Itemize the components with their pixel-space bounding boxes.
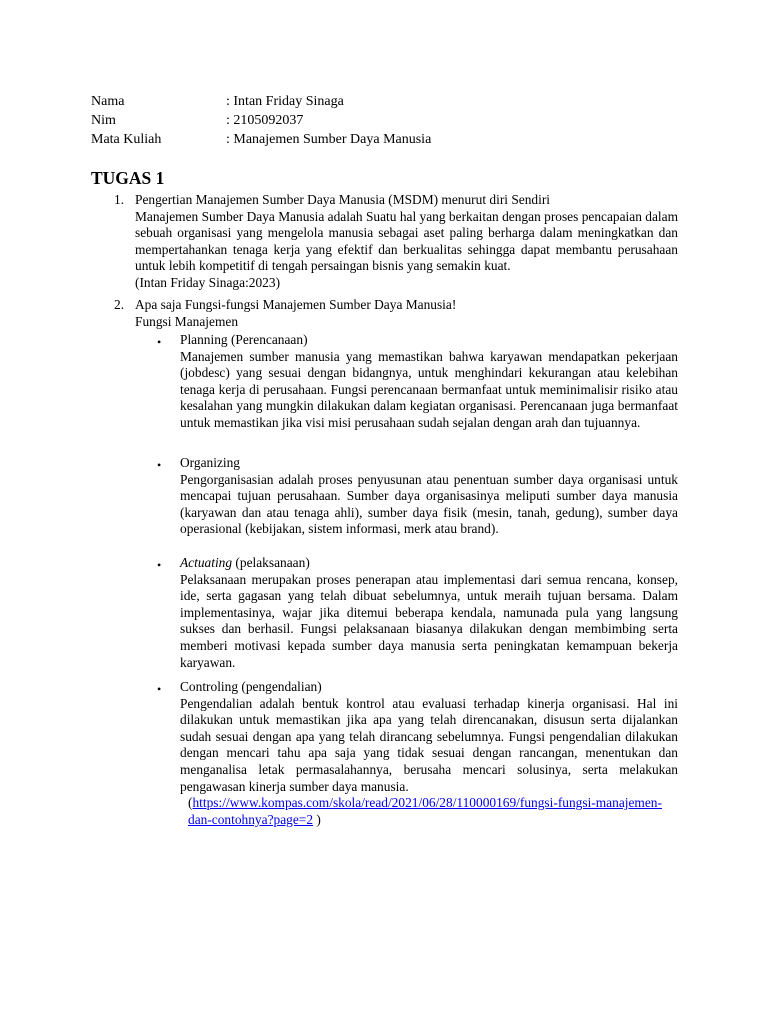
bullet-icon: • (157, 335, 162, 349)
assignment-title: TUGAS 1 (91, 168, 165, 188)
info-label: Nim (91, 113, 116, 128)
citation: (Intan Friday Sinaga:2023) (135, 274, 281, 290)
function-title-italic: Actuating (180, 555, 233, 570)
list-item-definition (135, 192, 678, 292)
bullet-icon: • (157, 458, 162, 472)
question-heading: Apa saja Fungsi-fungsi Manajemen Sumber Daya Manusia! (135, 297, 457, 312)
list-number: 1. (114, 192, 125, 207)
info-row-nim (91, 113, 431, 132)
subheading: Fungsi Manajemen (135, 313, 239, 329)
bullet-icon: • (157, 558, 162, 572)
info-row-name (91, 94, 431, 113)
function-paragraph: Pengendalian adalah bentuk kontrol atau evaluasi terhadap kinerja organisasi. Hal ini dilakukan untuk memastikan jika apa yang telah direncanakan, disusun serta dijalankan sudah sesuai dengan apa yang telah dirancang sebelumnya. Fungsi pengendalian dilakukan dengan mencari tahu apa saja yang tidak sesuai dengan rancangan, menentukan dan menganalisa letak permasalahannya, berusaha mencari solusinya, serta melakukan pengawasan kinerja sumber daya manusia. (180, 695, 678, 794)
function-title: Organizing (180, 455, 240, 470)
definition-paragraph: Manajemen Sumber Daya Manusia adalah Suatu hal yang berkaitan dengan proses pencapaian dalam sebuah organisasi yang mengelola manusia sebagai aset paling berharga dalam meningkatkan dan mempertahankan tenaga kerja yang efektif dan berkualitas sehingga dapat membantu perusahaan untuk lebih kompetitif di tengah persaingan bisnis yang semakin kuat. (135, 208, 678, 274)
function-controling (180, 679, 678, 828)
function-organizing (180, 455, 678, 538)
function-paragraph: Manajemen sumber manusia yang memastikan bahwa karyawan mendapatkan pekerjaan (jobdesc) yang sesuai dengan bidangnya, untuk menghindari kekurangan atau kelebihan tenaga kerja di perusahaan. Fungsi perencanaan bermanfaat untuk meminimalisir risiko atau kesalahan yang mungkin dilakukan dalam kegiatan organisasi. Perencanaan juga bermanfaat untuk memastikan jika visi misi perusahaan sudah sejalan dengan arah dan tujuannya. (180, 348, 678, 430)
function-planning (180, 332, 678, 432)
info-row-course (91, 132, 431, 151)
function-title: Planning (Perencanaan) (180, 332, 308, 347)
student-info (91, 94, 431, 151)
info-label: Mata Kuliah (91, 132, 162, 147)
function-title-rest: (pelaksanaan) (232, 555, 310, 570)
reference-close: ) (313, 811, 321, 827)
function-title (180, 555, 678, 572)
function-paragraph: Pelaksanaan merupakan proses penerapan atau implementasi dari semua rencana, konsep, ide, serta gagasan yang telah dibuat sebelumnya, untuk meraih tujuan bersama. Dalam implementasinya, wajar jika ditemui beberapa kendala, namunada pula yang langsung sukses dan berhasil. Fungsi pelaksanaan biasanya dilakukan dengan membimbing serta memberi motivasi kepada sumber daya manusia serta peningkatan kemampuan bekerja karyawan. (180, 571, 678, 670)
info-value: : Intan Friday Sinaga (226, 94, 344, 109)
reference-line (180, 795, 678, 828)
info-value: : 2105092037 (226, 113, 304, 128)
bullet-icon: • (157, 682, 162, 696)
function-paragraph: Pengorganisasian adalah proses penyusunan atau penentuan sumber daya organisasi untuk mencapai tujuan perusahaan. Sumber daya organisasinya meliputi sumber daya manusia (karyawan dan atau tenaga ahli), sumber daya fisik (mesin, tanah, gedung), sumber daya operasional (kebijakan, sistem informasi, merk atau brand). (180, 471, 678, 537)
reference-link[interactable]: https://www.kompas.com/skola/read/2021/06/28/110000169/fungsi-fungsi-manajemen-dan-contohnya?page=2 (188, 795, 662, 827)
function-actuating (180, 555, 678, 671)
function-title: Controling (pengendalian) (180, 679, 322, 694)
reference-open: ( (188, 795, 193, 811)
question-heading: Pengertian Manajemen Sumber Daya Manusia (MSDM) menurut diri Sendiri (135, 192, 551, 207)
list-number: 2. (114, 297, 125, 312)
info-label: Nama (91, 94, 125, 109)
info-value: : Manajemen Sumber Daya Manusia (226, 132, 432, 147)
list-item-functions (135, 297, 678, 330)
